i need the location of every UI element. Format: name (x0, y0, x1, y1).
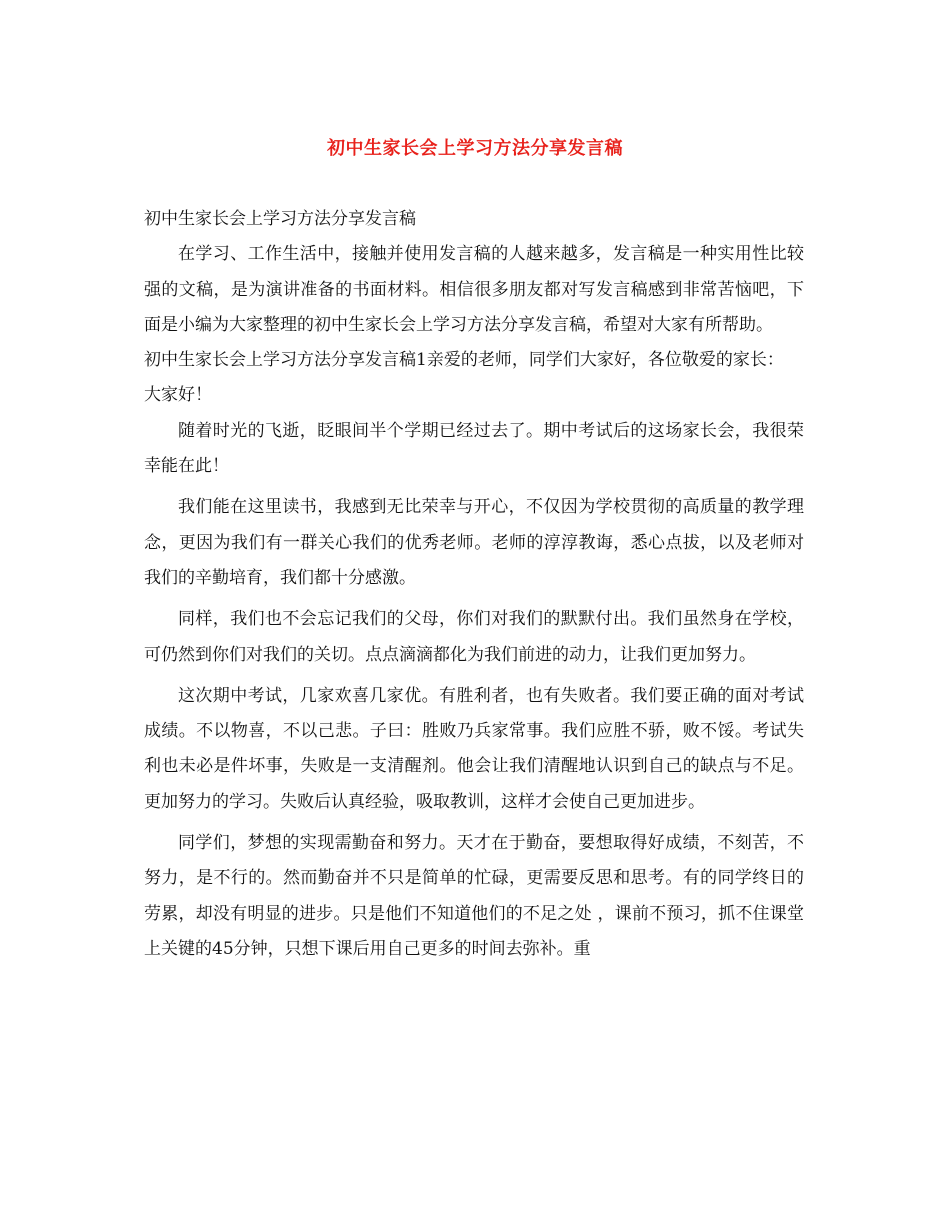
document-body (144, 202, 804, 967)
body-paragraph: 同学们，梦想的实现需勤奋和努力。天才在于勤奋，要想取得好成绩，不刻苦，不努力，是不行的。然而勤奋并不只是简单的忙碌，更需要反思和思考。有的同学终日的劳累，却没有明显的进步。只是他们不知道他们的不足之处 ，课前不预习，抓不住课堂上关键的45分钟，只想下课后用自己更多的时间去弥补。重 (144, 833, 804, 959)
speech-heading-paragraph: 初中生家长会上学习方法分享发言稿1亲爱的老师，同学们大家好，各位敬爱的家长： (144, 350, 784, 371)
body-paragraph: 这次期中考试，几家欢喜几家优。有胜利者，也有失败者。我们要正确的面对考试成绩。不以物喜，不以己悲。子曰：胜败乃兵家常事。我们应胜不骄，败不馁。考试失利也未必是件坏事，失败是一支清醒剂。他会让我们清醒地认识到自己的缺点与不足。更加努力的学习。失败后认真经验，吸取教训，这样才会使自己更加进步。 (144, 685, 804, 812)
greeting-paragraph: 大家好！ (144, 385, 212, 406)
subtitle-line: 初中生家长会上学习方法分享发言稿 (144, 209, 416, 229)
body-paragraph: 我们能在这里读书，我感到无比荣幸与开心，不仅因为学校贯彻的高质量的教学理念，更因为我们有一群关心我们的优秀老师。老师的淳淳教诲，悉心点拔，以及老师对我们的辛勤培育，我们都十分感激。 (144, 497, 804, 588)
body-paragraph: 随着时光的飞逝，眨眼间半个学期已经过去了。期中考试后的这场家长会，我很荣幸能在此！ (144, 420, 804, 477)
intro-paragraph: 在学习、工作生活中，接触并使用发言稿的人越来越多，发言稿是一种实用性比较强的文稿，是为演讲准备的书面材料。相信很多朋友都对写发言稿感到非常苦恼吧，下面是小编为大家整理的初中生家长会上学习方法分享发言稿，希望对大家有所帮助。 (144, 244, 804, 335)
body-paragraph: 同样，我们也不会忘记我们的父母，你们对我们的默默付出。我们虽然身在学校，可仍然到你们对我们的关切。点点滴滴都化为我们前进的动力，让我们更加努力。 (144, 609, 804, 665)
document-title: 初中生家长会上学习方法分享发言稿 (327, 138, 623, 159)
